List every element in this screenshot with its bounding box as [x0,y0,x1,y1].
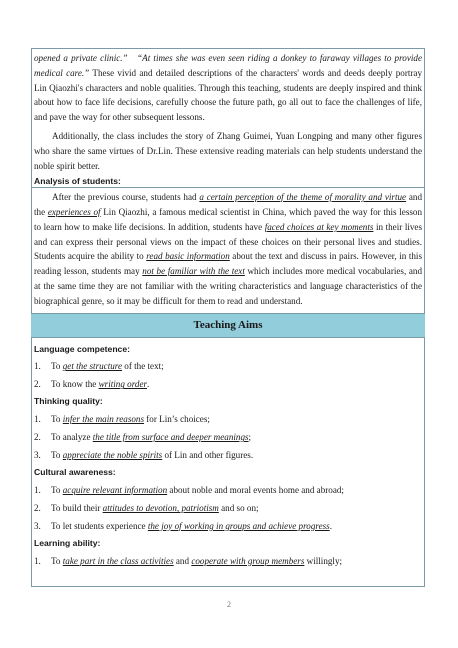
item-text: To build their [51,502,103,513]
analysis-text-5: about the text and discuss in pairs. However, in this reading lesson, students may [34,251,422,277]
analysis-underline-5: not be familiar with the text [142,266,245,277]
analysis-text-2: and the [34,192,422,217]
analysis-underline-1: a certain perception of the theme of morality and virtue [199,192,407,203]
language-heading: Language competence: [34,343,130,354]
item-underline: attitudes to devotion, patriotism [102,502,219,513]
thinking-heading: Thinking quality: [34,396,103,407]
item-number: 1. [34,361,41,372]
analysis-text-6: which includes more medical vocabularies, and at the same time they are not familiar with the writing characteristics and language characteristics of the biographical genre, so it may be difficult for them to read and understand. [34,266,423,306]
analysis-underline-3: faced choices at key moments [264,221,374,232]
item-text: . [329,520,332,531]
list-item [34,552,422,570]
item-underline: cooperate with group members [191,555,305,566]
item-underline: infer the main reasons [62,414,144,425]
item-text: of Lin and other figures. [162,450,254,461]
item-underline: the title from surface and deeper meanings [92,432,249,443]
item-number: 1. [34,414,41,425]
item-text: To [51,555,63,566]
cultural-heading: Cultural awareness: [34,467,116,478]
intro-paragraph [34,51,422,125]
analysis-text-3: Lin Qiaozhi, a famous medical scientist in China, which paved the way for this lesson to learn how to make life decisions. In addition, students have [34,206,422,232]
item-underline: acquire relevant information [62,484,168,495]
item-number: 2. [34,432,41,443]
analysis-text-4: in their lives and can express their personal views on the impact of these choices on their personal lives and studies. Students acquire the ability to [34,221,422,262]
item-number: 3. [34,520,41,531]
item-underline: get the structure [62,361,123,372]
item-number: 3. [34,450,41,461]
teaching-aims-header: Teaching Aims [31,313,425,338]
item-text: about noble and moral events home and abroad; [167,484,344,495]
list-item [34,428,422,446]
analysis-underline-2: experiences of [47,206,101,217]
item-text: . [147,379,150,390]
list-item [34,517,422,535]
item-text: willingly; [304,555,343,566]
item-text: and so on; [218,502,259,513]
item-text: and [173,555,192,566]
item-text: To [51,450,63,461]
intro-text: These vivid and detailed descriptions of the characters' words and deeds deeply portray Lin Qiaozhi's characters and noble qualities. Through this teaching, students are deeply inspired and think about how to face life decisions, carefully choose the future path, go all out to face the challenges of life, and pave the way for other subsequent lessons. [34,67,422,123]
item-underline: writing order [98,379,148,390]
item-number: 2. [34,502,41,513]
item-underline: take part in the class activities [62,555,174,566]
additional-paragraph: Additionally, the class includes the story of Zhang Guimei, Yuan Longping and many other figures who share the same virtues of Dr.Lin. These extensive reading materials can help students understand the noble spirit better. [34,130,422,171]
item-text: for Lin’s choices; [144,414,210,425]
item-underline: appreciate the noble spirits [62,450,163,461]
list-item [34,375,422,393]
list-item [34,357,422,375]
list-item [34,481,422,499]
item-text: To let students experience [51,520,148,531]
item-underline: the joy of working in groups and achieve progress [147,520,330,531]
item-text: To analyze [51,432,93,443]
item-text: of the text; [122,361,164,372]
item-text: To [51,484,63,495]
learning-heading: Learning ability: [34,537,101,548]
item-text: To know the [51,379,99,390]
item-text: To [51,414,63,425]
analysis-text-1: After the previous course, students had [52,192,200,203]
item-text: To [51,361,63,372]
content-area [34,51,422,570]
list-item [34,410,422,428]
analysis-paragraph [34,190,422,308]
analysis-underline-4: read basic information [146,251,230,262]
intro-quote-1: opened a private clinic.” [34,53,128,63]
list-item [34,499,422,517]
list-item [34,446,422,464]
item-number: 1. [34,555,41,566]
intro-quote-2: “At times she was even seen riding a donkey to faraway villages to provide medical care.” [34,53,422,78]
item-number: 1. [34,484,41,495]
item-number: 2. [34,379,41,390]
item-text: ; [248,432,252,443]
page-number: 2 [227,600,231,609]
analysis-heading: Analysis of students: [34,176,121,187]
